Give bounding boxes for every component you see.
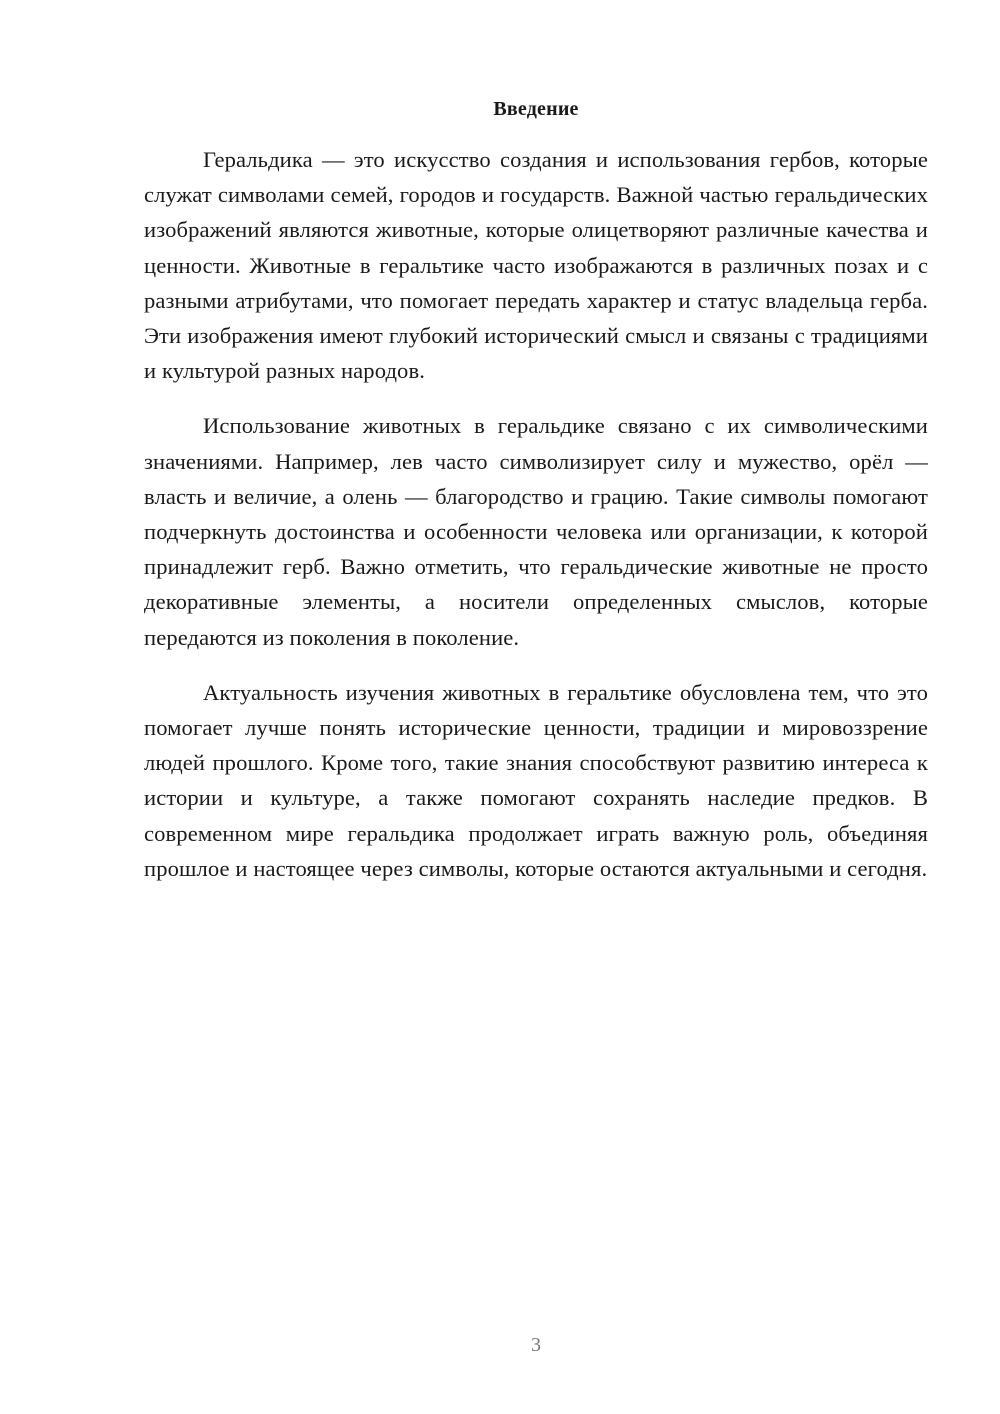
paragraph-3: Актуальность изучения животных в геральтике обусловлена тем, что это помогает лучше понять исторические ценности, традиции и мировоззрение людей прошлого. Кроме того, такие знания способствуют развитию интереса к истории и культуре, а также помогают сохранять наследие предков. В современном мире геральдика продолжает играть важную роль, объединяя прошлое и настоящее через символы, которые остаются актуальными и сегодня. (144, 679, 928, 881)
section-heading: Введение (493, 98, 579, 120)
body-text (144, 142, 928, 886)
paragraph-2: Использование животных в геральдике связано с их символическими значениями. Например, лев часто символизирует силу и мужество, орёл — власть и величие, а олень — благородство и грацию. Такие символы помогают подчеркнуть достоинства и особенности человека или организации, к которой принадлежит герб. Важно отметить, что геральдические животные не просто декоративные элементы, а носители определенных смыслов, которые передаются из поколения в поколение. (144, 413, 928, 650)
paragraph-1: Геральдика — это искусство создания и использования гербов, которые служат символами семей, городов и государств. Важной частью геральдических изображений являются животные, которые олицетворяют различные качества и ценности. Животные в геральтике часто изображаются в различных позах и с разными атрибутами, что помогает передать характер и статус владельца герба. Эти изображения имеют глубокий исторический смысл и связаны с традициями и культурой разных народов. (144, 147, 928, 384)
page-number: 3 (531, 1334, 541, 1356)
